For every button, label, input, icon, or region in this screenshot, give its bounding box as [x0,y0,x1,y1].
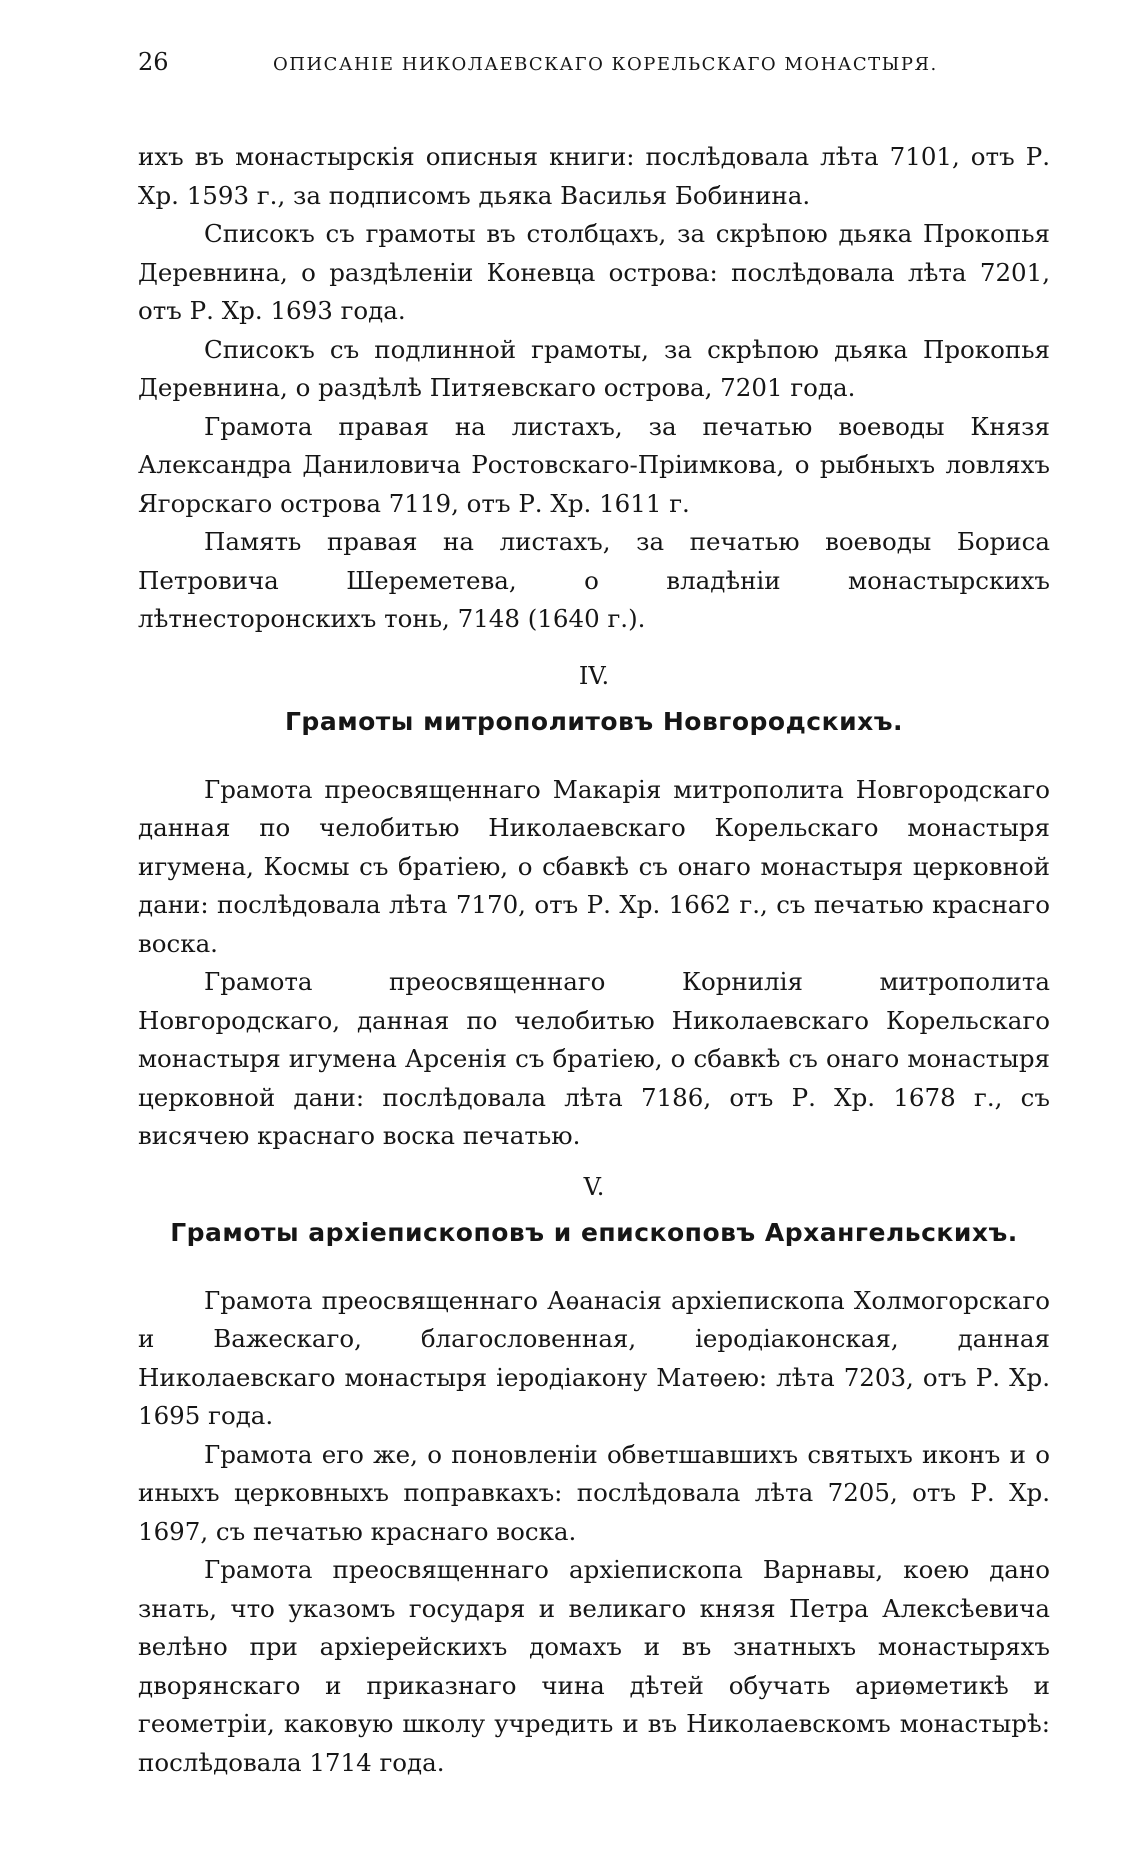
book-page [138,48,1050,1782]
paragraph: Память правая на листахъ, за печатью воеводы Бориса Петровича Шереметева, о владѣніи монастырскихъ лѣтнесторонскихъ тонь, 7148 (1640 г.). [138,527,1050,633]
paragraph: Списокъ съ грамоты въ столбцахъ, за скрѣпою дьяка Прокопья Деревнина, о раздѣленіи Коневца острова: послѣдовала лѣта 7201, отъ Р. Хр. 1693 года. [138,219,1050,325]
running-title: ОПИСАНІЕ НИКОЛАЕВСКАГО КОРЕЛЬСКАГО МОНАСТЫРЯ. [273,54,938,75]
paragraph: Грамота правая на листахъ, за печатью воеводы Князя Александра Даниловича Ростовскаго-Пріимкова, о рыбныхъ ловляхъ Ягорскаго острова 7119, отъ Р. Хр. 1611 г. [138,411,1050,518]
paragraph: Грамота преосвященнаго архіепископа Варнавы, коею дано знать, что указомъ государя и великаго князя Петра Алексѣевича велѣно при архіерейскихъ домахъ и въ знатныхъ монастыряхъ дворянскаго и приказнаго чина дѣтей обучать ариѳметикѣ и геометріи, каковую школу учредить и въ Николаевскомъ монастырѣ: послѣдовала 1714 года. [138,1555,1050,1777]
page-header [138,48,1050,88]
paragraph: Грамота преосвященнаго Макарія митрополита Новгородскаго данная по челобитью Николаевскаго Корельскаго монастыря игумена, Космы съ братіею, о сбавкѣ съ онаго монастыря церковной дани: послѣдовала лѣта 7170, отъ Р. Хр. 1662 г., съ печатью краснаго воска. [138,774,1050,958]
section-heading: Грамоты митрополитовъ Новгородскихъ. [285,706,903,736]
paragraph-continuation: ихъ въ монастырскія описныя книги: послѣдовала лѣта 7101, отъ Р. Хр. 1593 г., за подписомъ дьяка Василья Бобинина. [138,142,1050,210]
section-iv [138,657,1050,1156]
section-heading: Грамоты архіепископовъ и епископовъ Архангельскихъ. [170,1217,1018,1247]
section-v [138,1168,1050,1783]
section-numeral: V. [583,1172,605,1201]
paragraph: Грамота преосвященнаго Корнилія митрополита Новгородскаго, данная по челобитью Николаевскаго Корельскаго монастыря игумена Арсенія съ братіею, о сбавкѣ съ онаго монастыря церковной дани: послѣдовала лѣта 7186, отъ Р. Хр. 1678 г., съ висячею краснаго воска печатью. [138,967,1050,1150]
section-numeral: IV. [578,661,610,690]
page-number: 26 [138,48,169,76]
paragraph: Списокъ съ подлинной грамоты, за скрѣпою дьяка Прокопья Деревнина, о раздѣлѣ Питяевскаго острова, 7201 года. [138,334,1050,402]
paragraph: Грамота преосвященнаго Аѳанасія архіепископа Холмогорскаго и Важескаго, благословенная, іеродіаконская, данная Николаевскаго монастыря іеродіакону Матѳею: лѣта 7203, отъ Р. Хр. 1695 года. [138,1285,1050,1430]
paragraph: Грамота его же, о поновленіи обветшавшихъ святыхъ иконъ и о иныхъ церковныхъ поправкахъ: послѣдовала лѣта 7205, отъ Р. Хр. 1697, съ печатью краснаго воска. [138,1439,1050,1546]
intro-block [138,138,1050,639]
